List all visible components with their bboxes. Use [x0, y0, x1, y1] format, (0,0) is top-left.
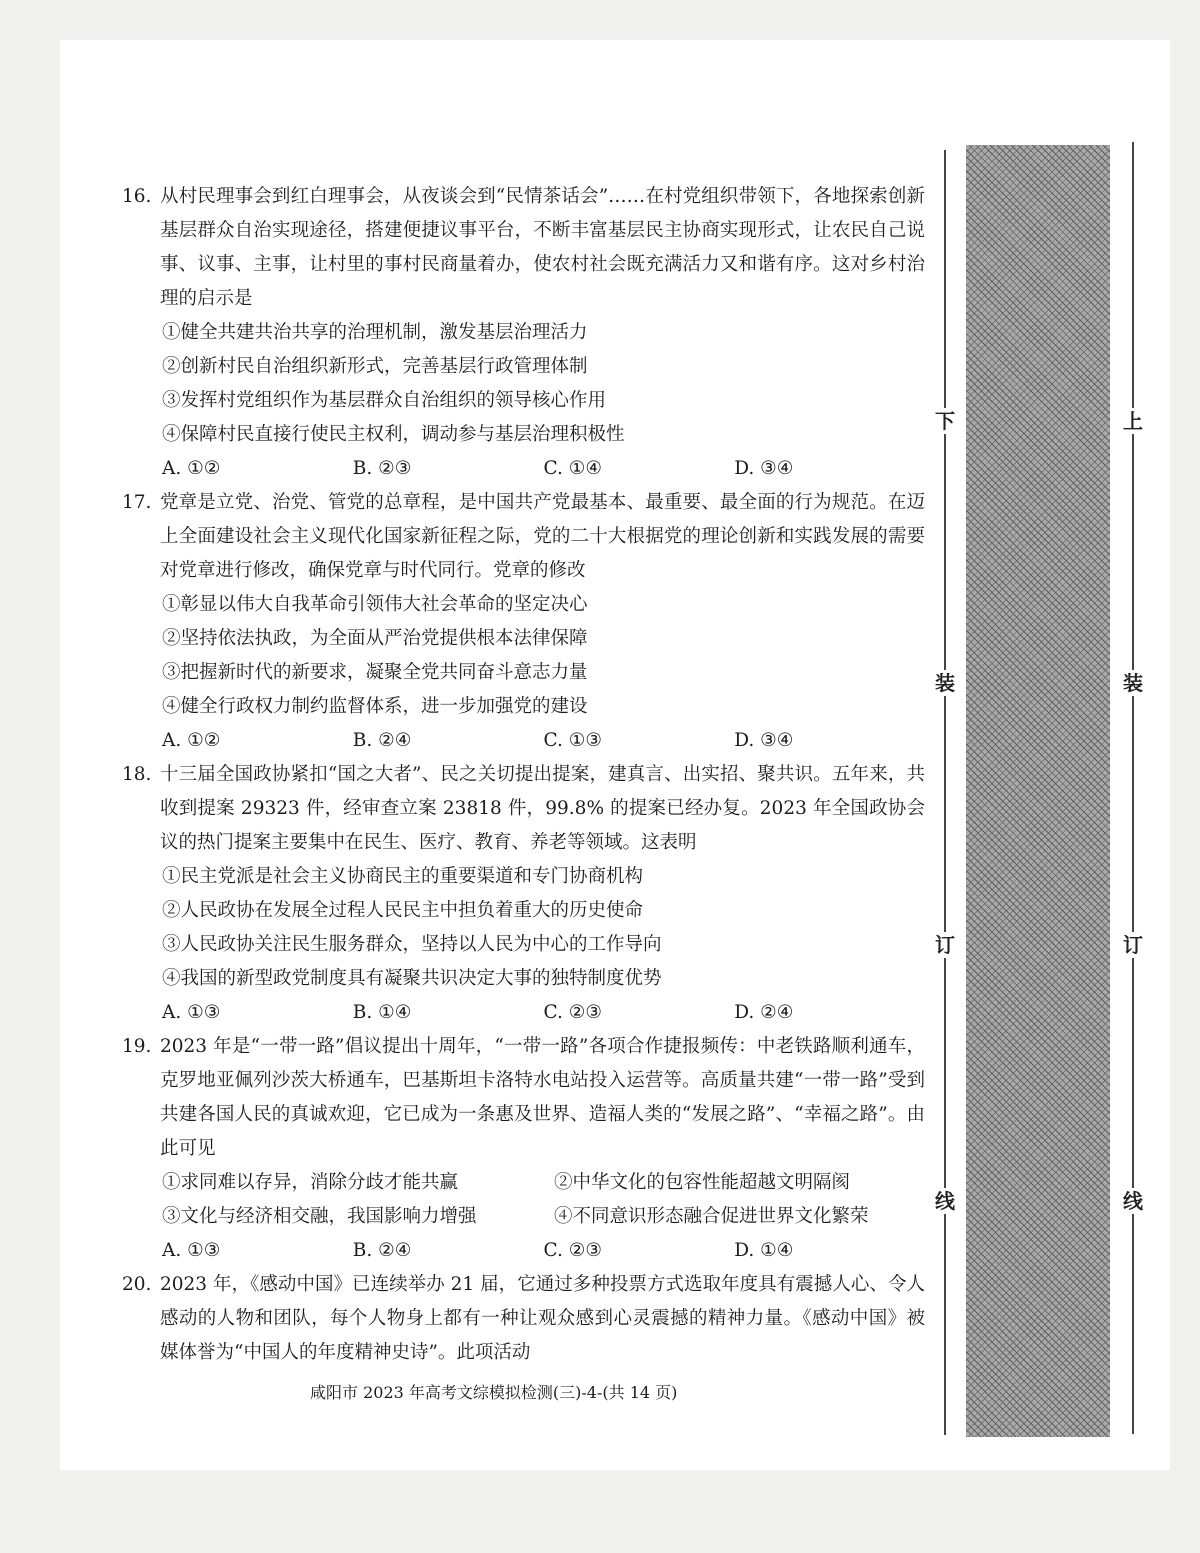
option-item: ①彰显以伟大自我革命引领伟大社会革命的坚定决心	[162, 594, 588, 615]
binding-hatch-pattern	[966, 145, 1110, 1437]
question-18	[122, 758, 925, 1030]
question-number: 17.	[122, 492, 152, 513]
option-item: ④我国的新型政党制度具有凝聚共识决定大事的独特制度优势	[162, 968, 662, 989]
option-item: ①民主党派是社会主义协商民主的重要渠道和专门协商机构	[162, 866, 644, 887]
question-20	[122, 1268, 925, 1370]
question-number: 20.	[122, 1274, 152, 1295]
answer-choice-c: C. ②③	[543, 1240, 602, 1261]
exam-content	[122, 180, 925, 1370]
option-item: ③人民政协关注民生服务群众，坚持以人民为中心的工作导向	[162, 934, 662, 955]
binding-line-left	[944, 150, 946, 1435]
binding-label-left: 装	[932, 670, 958, 696]
option-item: ②坚持依法执政，为全面从严治党提供根本法律保障	[162, 628, 588, 649]
answer-choice-d: D. ①④	[734, 1240, 794, 1261]
option-grid	[160, 1166, 925, 1234]
answer-choice-b: B. ②④	[352, 730, 412, 751]
binding-label-left: 订	[932, 932, 958, 958]
question-19	[122, 1030, 925, 1268]
question-17	[122, 486, 925, 758]
binding-line-right	[1132, 142, 1134, 1434]
answer-choice-a: A. ①③	[162, 1002, 221, 1023]
answer-choice-d: D. ③④	[734, 458, 794, 479]
answer-choice-c: C. ①④	[543, 458, 602, 479]
option-item: ②中华文化的包容性能超越文明隔阂	[554, 1172, 851, 1193]
binding-label-left: 下	[932, 408, 958, 434]
answer-choice-d: D. ③④	[734, 730, 794, 751]
answer-choices	[160, 1234, 925, 1268]
option-item: ②创新村民自治组织新形式，完善基层行政管理体制	[162, 356, 588, 377]
binding-label-left: 线	[932, 1188, 958, 1214]
option-item: ③把握新时代的新要求，凝聚全党共同奋斗意志力量	[162, 662, 588, 683]
answer-choice-a: A. ①③	[162, 1240, 221, 1261]
question-stem: 2023 年是“一带一路”倡议提出十周年，“一带一路”各项合作捷报频传：中老铁路顺利通车，克罗地亚佩列沙茨大桥通车，巴基斯坦卡洛特水电站投入运营等。高质量共建“一带一路”受到共建各国人民的真诚欢迎，它已成为一条惠及世界、造福人类的“发展之路”、“幸福之路”。由此可见	[160, 1036, 925, 1159]
option-item: ④不同意识形态融合促进世界文化繁荣	[554, 1206, 869, 1227]
option-item: ①求同难以存异，消除分歧才能共赢	[162, 1172, 459, 1193]
question-number: 16.	[122, 186, 152, 207]
option-item: ④保障村民直接行使民主权利，调动参与基层治理积极性	[162, 424, 625, 445]
option-item: ③发挥村党组织作为基层群众自治组织的领导核心作用	[162, 390, 607, 411]
answer-choices	[160, 724, 925, 758]
answer-choice-c: C. ②③	[543, 1002, 602, 1023]
page-footer: 咸阳市 2023 年高考文综模拟检测(三)-4-(共 14 页)	[310, 1383, 678, 1402]
binding-label-right: 订	[1120, 932, 1146, 958]
binding-label-right: 上	[1120, 408, 1146, 434]
question-stem: 十三届全国政协紧扣“国之大者”、民之关切提出提案，建真言、出实招、聚共识。五年来，共收到提案 29323 件，经审查立案 23818 件，99.8% 的提案已经办复。2023 年全国政协会议的热门提案主要集中在民生、医疗、教育、养老等领域。这表明	[160, 764, 925, 853]
question-number: 18.	[122, 764, 152, 785]
option-item: ④健全行政权力制约监督体系，进一步加强党的建设	[162, 696, 588, 717]
answer-choice-c: C. ①③	[543, 730, 602, 751]
binding-label-right: 装	[1120, 670, 1146, 696]
binding-label-right: 线	[1120, 1188, 1146, 1214]
answer-choice-d: D. ②④	[734, 1002, 794, 1023]
answer-choice-b: B. ②④	[352, 1240, 412, 1261]
question-16	[122, 180, 925, 486]
question-number: 19.	[122, 1036, 152, 1057]
answer-choice-a: A. ①②	[162, 458, 221, 479]
answer-choice-a: A. ①②	[162, 730, 221, 751]
answer-choices	[160, 996, 925, 1030]
answer-choice-b: B. ①④	[352, 1002, 412, 1023]
option-item: ②人民政协在发展全过程人民民主中担负着重大的历史使命	[162, 900, 644, 921]
answer-choices	[160, 452, 925, 486]
question-stem: 从村民理事会到红白理事会，从夜谈会到“民情茶话会”……在村党组织带领下，各地探索创新基层群众自治实现途径，搭建便捷议事平台，不断丰富基层民主协商实现形式，让农民自己说事、议事、主事，让村里的事村民商量着办，使农村社会既充满活力又和谐有序。这对乡村治理的启示是	[160, 186, 925, 309]
answer-choice-b: B. ②③	[352, 458, 412, 479]
option-item: ①健全共建共治共享的治理机制，激发基层治理活力	[162, 322, 588, 343]
option-item: ③文化与经济相交融，我国影响力增强	[162, 1206, 477, 1227]
question-stem: 党章是立党、治党、管党的总章程，是中国共产党最基本、最重要、最全面的行为规范。在迈上全面建设社会主义现代化国家新征程之际，党的二十大根据党的理论创新和实践发展的需要对党章进行修改，确保党章与时代同行。党章的修改	[160, 492, 925, 581]
question-stem: 2023 年，《感动中国》已连续举办 21 届，它通过多种投票方式选取年度具有震撼人心、令人感动的人物和团队，每个人物身上都有一种让观众感到心灵震撼的精神力量。《感动中国》被媒体誉为“中国人的年度精神史诗”。此项活动	[160, 1274, 925, 1363]
